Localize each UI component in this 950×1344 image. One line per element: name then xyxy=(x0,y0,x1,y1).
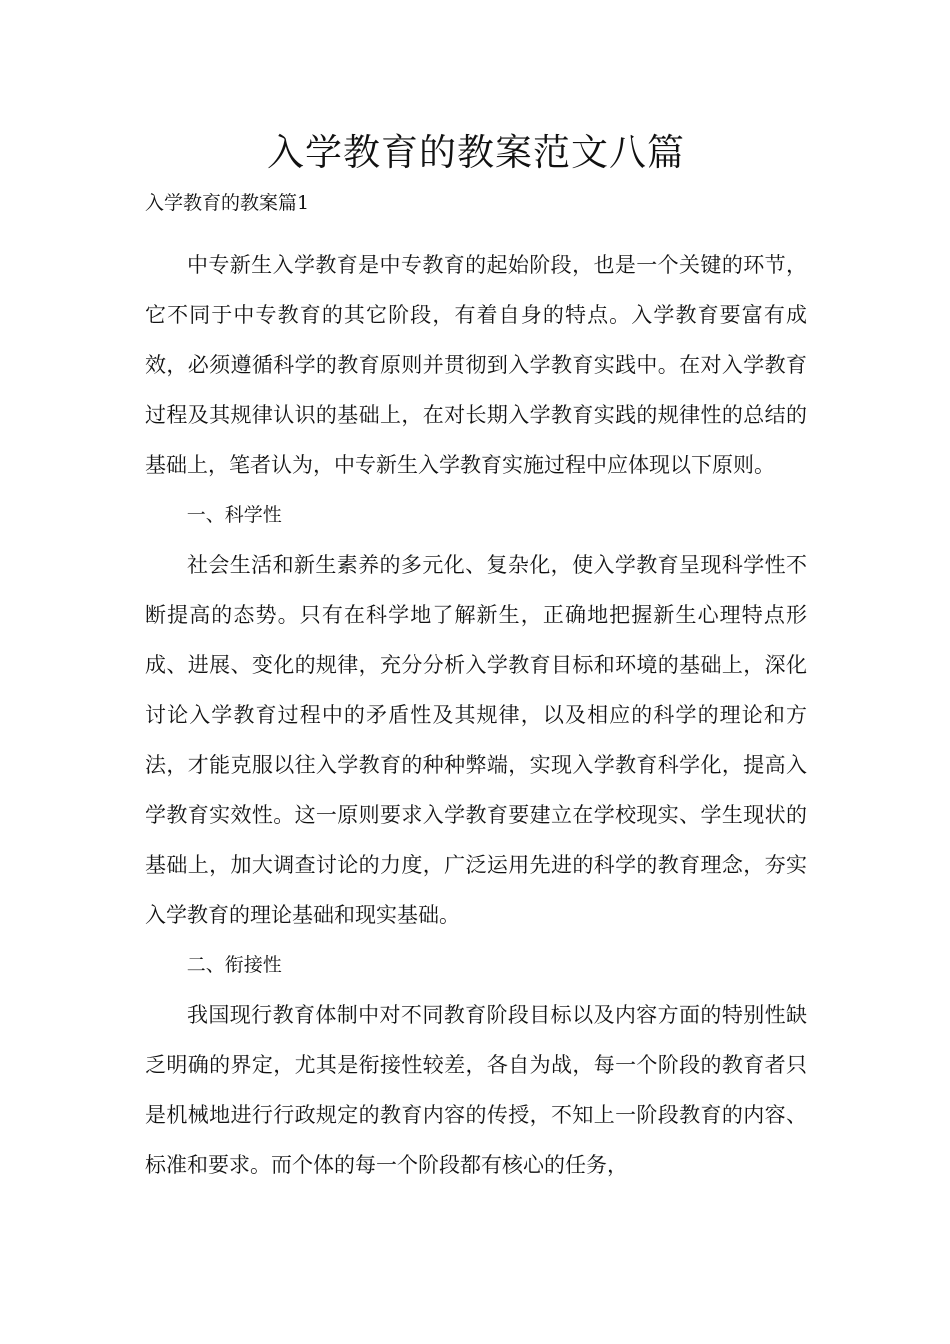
heading-scientific: 一、科学性 xyxy=(186,504,282,526)
paragraph-scientific: 社会生活和新生素养的多元化、复杂化，使入学教育呈现科学性不断提高的态势。只有在科学地了解新生，正确地把握新生心理特点形成、进展、变化的规律，充分分析入学教育目标和环境的基础上，深化讨论入学教育过程中的矛盾性及其规律，以及相应的科学的理论和方法，才能克服以往入学教育的种种弊端，实现入学教育科学化，提高入学教育实效性。这一原则要求入学教育要建立在学校现实、学生现状的基础上，加大调查讨论的力度，广泛运用先进的科学的教育理念，夯实入学教育的理论基础和现实基础。 xyxy=(145,553,807,927)
section-title: 入学教育的教案篇1 xyxy=(145,192,310,214)
document-title: 入学教育的教案范文八篇 xyxy=(267,131,685,174)
paragraph-intro: 中专新生入学教育是中专教育的起始阶段，也是一个关键的环节，它不同于中专教育的其它阶段，有着自身的特点。入学教育要富有成效，必须遵循科学的教育原则并贯彻到入学教育实践中。在对入学教育过程及其规律认识的基础上，在对长期入学教育实践的规律性的总结的基础上，笔者认为，中专新生入学教育实施过程中应体现以下原则。 xyxy=(145,253,807,477)
paragraph-continuity: 我国现行教育体制中对不同教育阶段目标以及内容方面的特别性缺乏明确的界定，尤其是衔接性较差，各自为战，每一个阶段的教育者只是机械地进行行政规定的教育内容的传授，不知上一阶段教育的内容、标准和要求。而个体的每一个阶段都有核心的任务， xyxy=(145,1003,807,1177)
document-page xyxy=(145,128,807,1190)
heading-continuity: 二、衔接性 xyxy=(186,954,282,976)
